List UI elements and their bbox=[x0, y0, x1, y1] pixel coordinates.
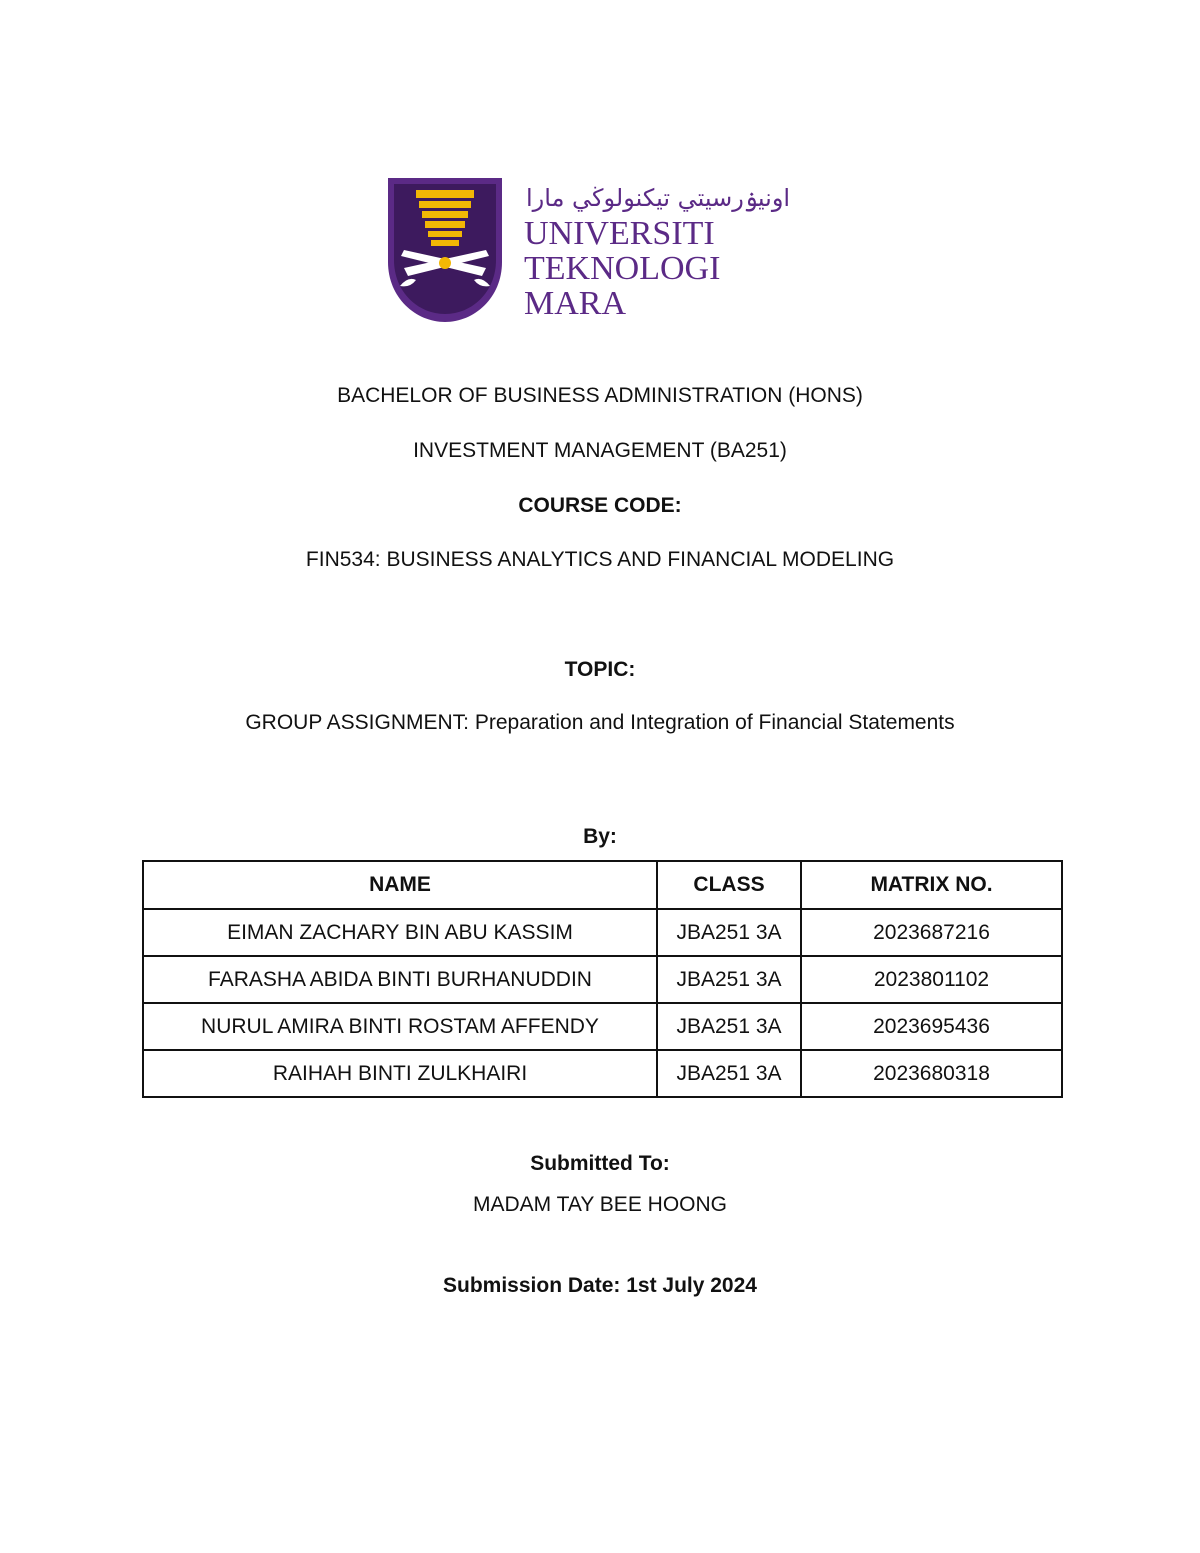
table-row bbox=[143, 956, 1062, 1003]
program-title: BACHELOR OF BUSINESS ADMINISTRATION (HONS) bbox=[337, 384, 863, 407]
specialization-title: INVESTMENT MANAGEMENT (BA251) bbox=[413, 439, 787, 462]
university-logo bbox=[386, 176, 791, 324]
member-class: JBA251 3A bbox=[657, 1003, 801, 1050]
member-class: JBA251 3A bbox=[657, 1050, 801, 1097]
header-class: CLASS bbox=[657, 861, 801, 909]
table-row bbox=[143, 1003, 1062, 1050]
uitm-shield-emblem bbox=[388, 178, 502, 322]
members-table bbox=[142, 860, 1063, 1098]
table-row bbox=[143, 909, 1062, 956]
member-name: FARASHA ABIDA BINTI BURHANUDDIN bbox=[143, 956, 657, 1003]
table-row bbox=[143, 1050, 1062, 1097]
members-table-container bbox=[142, 860, 1061, 1098]
member-class: JBA251 3A bbox=[657, 909, 801, 956]
svg-text:UNIVERSITI: UNIVERSITI bbox=[524, 215, 715, 252]
submission-date: Submission Date: 1st July 2024 bbox=[443, 1274, 757, 1297]
member-matrix: 2023687216 bbox=[801, 909, 1062, 956]
course-code-label: COURSE CODE: bbox=[518, 494, 682, 517]
member-name: NURUL AMIRA BINTI ROSTAM AFFENDY bbox=[143, 1003, 657, 1050]
member-class: JBA251 3A bbox=[657, 956, 801, 1003]
svg-text:MARA: MARA bbox=[524, 285, 627, 322]
member-matrix: 2023680318 bbox=[801, 1050, 1062, 1097]
by-label: By: bbox=[583, 825, 617, 848]
course-title: FIN534: BUSINESS ANALYTICS AND FINANCIAL MODELING bbox=[305, 548, 895, 571]
svg-text:اونيۏرسيتي تيكنولوڬي مارا: اونيۏرسيتي تيكنولوڬي مارا bbox=[526, 184, 791, 212]
header-matrix: MATRIX NO. bbox=[801, 861, 1062, 909]
submitted-to-label: Submitted To: bbox=[530, 1152, 670, 1175]
member-matrix: 2023801102 bbox=[801, 956, 1062, 1003]
member-matrix: 2023695436 bbox=[801, 1003, 1062, 1050]
topic-title: GROUP ASSIGNMENT: Preparation and Integration of Financial Statements bbox=[245, 711, 955, 734]
member-name: RAIHAH BINTI ZULKHAIRI bbox=[143, 1050, 657, 1097]
member-name: EIMAN ZACHARY BIN ABU KASSIM bbox=[143, 909, 657, 956]
topic-label: TOPIC: bbox=[564, 658, 636, 681]
svg-text:TEKNOLOGI: TEKNOLOGI bbox=[524, 250, 721, 287]
header-name: NAME bbox=[143, 861, 657, 909]
uitm-wordmark bbox=[524, 184, 790, 322]
table-header-row bbox=[143, 861, 1062, 909]
lecturer-name: MADAM TAY BEE HOONG bbox=[473, 1193, 727, 1216]
